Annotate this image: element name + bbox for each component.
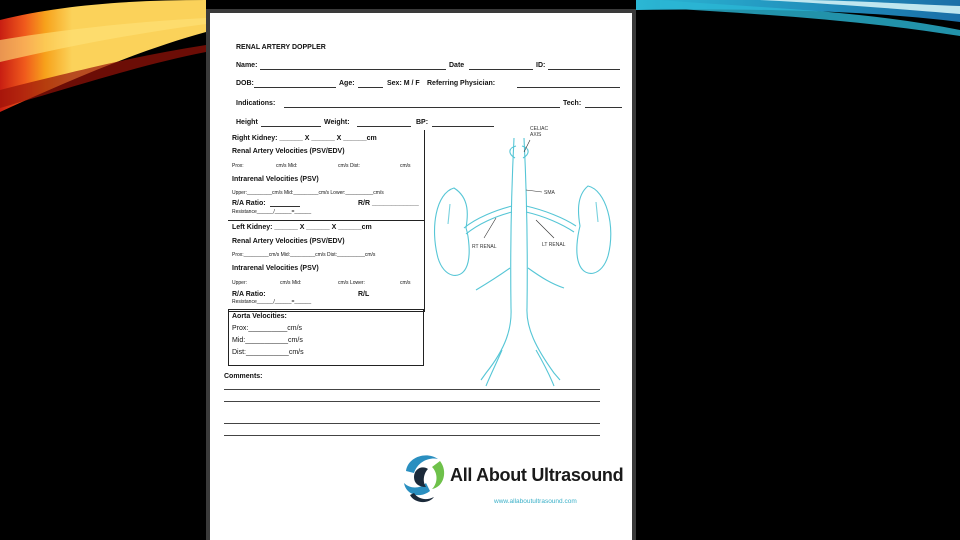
vessel-drawing xyxy=(435,138,611,386)
rt-renal-label: RT RENAL xyxy=(472,244,497,250)
lt-renal-label: LT RENAL xyxy=(542,242,566,248)
dob-field[interactable] xyxy=(254,87,336,88)
physician-field[interactable] xyxy=(517,87,620,88)
callout-lines xyxy=(484,140,554,238)
age-label: Age: xyxy=(339,80,355,87)
tech-label: Tech: xyxy=(563,100,582,107)
right-ra-ratio-field[interactable] xyxy=(270,206,300,207)
height-label: Height xyxy=(236,119,258,126)
left-cms-lower: cm/s Lower: xyxy=(338,280,365,286)
brand-logo-icon xyxy=(400,451,448,505)
right-kidney-outline xyxy=(435,188,470,275)
left-prox-row: Prox:_________cm/s Mid:_________cm/s Dist:__________cm/s xyxy=(232,252,376,258)
aorta-dist: Dist:___________cm/s xyxy=(232,349,304,356)
right-kidney-header: Right Kidney: ______ X ______ X ______cm xyxy=(232,135,377,142)
left-upper: Upper: xyxy=(232,280,248,286)
celiac-label: CELIAC xyxy=(530,126,549,132)
tech-field[interactable] xyxy=(585,107,622,108)
aorta-prox: Prox:__________cm/s xyxy=(232,325,303,332)
iliac-branches xyxy=(486,350,554,386)
weight-label: Weight: xyxy=(324,119,350,126)
indications-field[interactable] xyxy=(284,107,560,108)
right-prox-label: Prox: xyxy=(232,163,244,169)
indications-label: Indications: xyxy=(236,100,276,107)
date-label: Date xyxy=(449,62,465,69)
left-renal-artery xyxy=(526,206,576,232)
height-field[interactable] xyxy=(261,126,321,127)
brand-url[interactable]: www.allaboutultrasound.com xyxy=(494,498,577,505)
left-velocities-label: Renal Artery Velocities (PSV/EDV) xyxy=(232,238,345,245)
comments-line-4[interactable] xyxy=(224,435,600,436)
comments-line-1[interactable] xyxy=(224,389,600,390)
right-renal-artery xyxy=(464,206,512,234)
age-field[interactable] xyxy=(358,87,383,88)
id-label: ID: xyxy=(536,62,546,69)
left-intrarenal-label: Intrarenal Velocities (PSV) xyxy=(232,265,319,272)
right-cms-dist: cm/s Dist: xyxy=(338,163,360,169)
left-resistance: Resistance______/______=______ xyxy=(232,299,312,305)
comments-line-2[interactable] xyxy=(224,401,600,402)
right-rr: R/R ____________ xyxy=(358,200,419,207)
right-cms: cm/s xyxy=(400,163,411,169)
right-intrarenal-row: Upper:_________cm/s Mid:_________cm/s Lower:__________cm/s xyxy=(232,190,384,196)
left-kidney-outline xyxy=(577,186,611,273)
dob-label: DOB: xyxy=(236,80,254,87)
form-title: RENAL ARTERY DOPPLER xyxy=(236,44,326,51)
right-resistance: Resistance______/______=______ xyxy=(232,209,312,215)
left-cms: cm/s xyxy=(400,280,411,286)
bp-label: BP: xyxy=(416,119,429,126)
document-frame xyxy=(206,9,636,540)
left-rl: R/L xyxy=(358,291,370,298)
left-ra-ratio: R/A Ratio: xyxy=(232,291,266,298)
comments-line-3[interactable] xyxy=(224,423,600,424)
renal-doppler-form xyxy=(210,13,632,540)
brand-name: All About Ultrasound xyxy=(450,465,624,485)
left-cms-mid: cm/s Mid: xyxy=(280,280,302,286)
comments-label: Comments: xyxy=(224,373,263,380)
name-field[interactable] xyxy=(260,69,446,70)
left-kidney-header: Left Kidney: ______ X ______ X ______cm xyxy=(232,224,372,231)
right-velocities-label: Renal Artery Velocities (PSV/EDV) xyxy=(232,148,345,155)
right-ra-ratio: R/A Ratio: xyxy=(232,200,266,207)
sex-label: Sex: M / F xyxy=(387,80,420,87)
name-label: Name: xyxy=(236,62,258,69)
celiac-branch xyxy=(510,146,528,158)
id-field[interactable] xyxy=(548,69,620,70)
sma-label: SMA xyxy=(544,190,555,196)
axis-label: AXIS xyxy=(530,132,542,138)
aorta-label: Aorta Velocities: xyxy=(232,313,287,320)
right-intrarenal-label: Intrarenal Velocities (PSV) xyxy=(232,176,319,183)
weight-field[interactable] xyxy=(357,126,411,127)
physician-label: Referring Physician: xyxy=(427,80,496,87)
aorta-mid: Mid:___________cm/s xyxy=(232,337,303,344)
lumbar-branches xyxy=(476,268,564,290)
renal-artery-diagram xyxy=(426,118,632,388)
date-field[interactable] xyxy=(469,69,533,70)
right-cms-mid: cm/s Mid: xyxy=(276,163,298,169)
